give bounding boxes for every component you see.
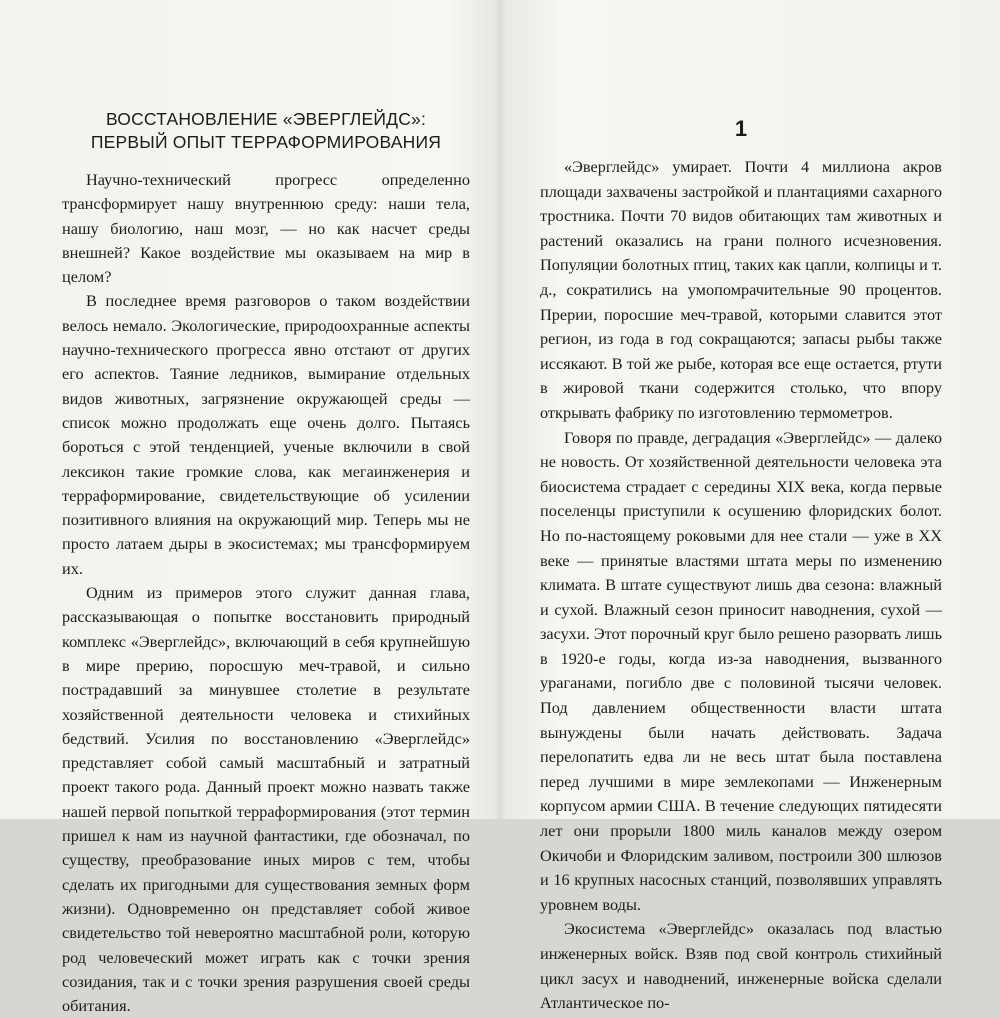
section-number: 1: [734, 116, 748, 141]
right-page: [500, 0, 1000, 1013]
chapter-title-line-2: ПЕРВЫЙ ОПЫТ ТЕРРАФОРМИРОВАНИЯ: [90, 132, 442, 152]
right-paragraph-1: «Эверглейдс» умирает. Почти 4 миллиона акров площади захвачены застройкой и плантациями сахарного тростника. Почти 70 видов обитающих там животных и растений оказались на грани полного исчезновения. Популяции болотных птиц, таких как цапли, колпицы и т. д., сократились на умопомрачительные 90 процентов. Прерии, поросшие меч-травой, которыми славится этот регион, из года в год сокращаются; запасы рыбы также иссякают. В той же рыбе, которая все еще остается, ртути в жировой ткани содержится столько, что впору открывать фабрику по изготовлению термометров.: [540, 157, 942, 422]
left-page: [0, 0, 500, 1016]
right-paragraph-2: Говоря по правде, деградация «Эверглейдс» — далеко не новость. От хозяйственной деятельности человека эта биосистема страдает с середины XIX века, когда первые поселенцы приступили к осушению флоридских болот. Но по-настоящему роковыми для нее стали — уже в XX веке — принятые властями штата меры по изменению климата. В штате существуют лишь два сезона: влажный и сухой. Влажный сезон приносит наводнения, сухой — засухи. Этот порочный круг было решено разорвать лишь в 1920-е годы, когда из-за наводнения, вызванного ураганами, погибло две с половиной тысячи человек. Под давлением общественности власти штата вынуждены были начать действовать. Задача перелопатить едва ли не весь штат была поставлена перед лучшими в мире землекопами — Инженерным корпусом армии США. В течение следующих пятидесяти лет они прорыли 1800 миль каналов между озером Окичоби и Флоридским заливом, построили 300 шлюзов и 16 крупных насосных станций, позволявших управлять уровнем воды.: [540, 427, 942, 914]
chapter-title: [62, 108, 470, 154]
left-paragraph-2: В последнее время разговоров о таком воздействии велось немало. Экологические, природоохранные аспекты научно-технического прогресса явно отстают от других его аспектов. Таяние ледников, вымирание отдельных видов животных, загрязнение окружающей среды — список можно продолжать еще очень долго. Пытаясь бороться с этой тенденцией, ученые включили в свой лексикон такие громкие слова, как мегаинженерия и терраформирование, свидетельствующие об усилении позитивного влияния на окружающий мир. Теперь мы не просто латаем дыры в экосистемах; мы трансформируем их.: [62, 291, 470, 578]
left-paragraph-3: Одним из примеров этого служит данная глава, рассказывающая о попытке восстановить природный комплекс «Эверглейдс», включающий в себя крупнейшую в мире прерию, поросшую меч-травой, и сильно пострадавший за минувшее столетие в результате хозяйственной деятельности человека и стихийных бедствий. Усилия по восстановлению «Эверглейдс» представляет собой самый масштабный и затратный проект такого рода. Данный проект можно назвать также нашей первой попыткой терраформирования (этот термин пришел к нам из научной фантастики, где обозначал, по существу, преобразование иных миров с тем, чтобы сделать их пригодными для существования земных форм жизни). Одновременно он представляет собой живое свидетельство той невероятно масштабной роли, которую род человеческий может играть как с точки зрения созидания, так и с точки зрения разрушения своей среды обитания.: [62, 583, 470, 1016]
chapter-title-line-1: ВОССТАНОВЛЕНИЕ «ЭВЕРГЛЕЙДС»:: [105, 109, 427, 129]
left-paragraph-1: Научно-технический прогресс определенно трансформирует нашу внутреннюю среду: наши тела, нашу биологию, наш мозг, — но как насчет среды внешней? Какое воздействие мы оказываем на мир в целом?: [62, 170, 470, 287]
right-paragraph-3: Экосистема «Эверглейдс» оказалась под властью инженерных войск. Взяв под свой контроль стихийный цикл засух и наводнений, инженерные войска сделали Атлантическое по-: [540, 919, 942, 1013]
